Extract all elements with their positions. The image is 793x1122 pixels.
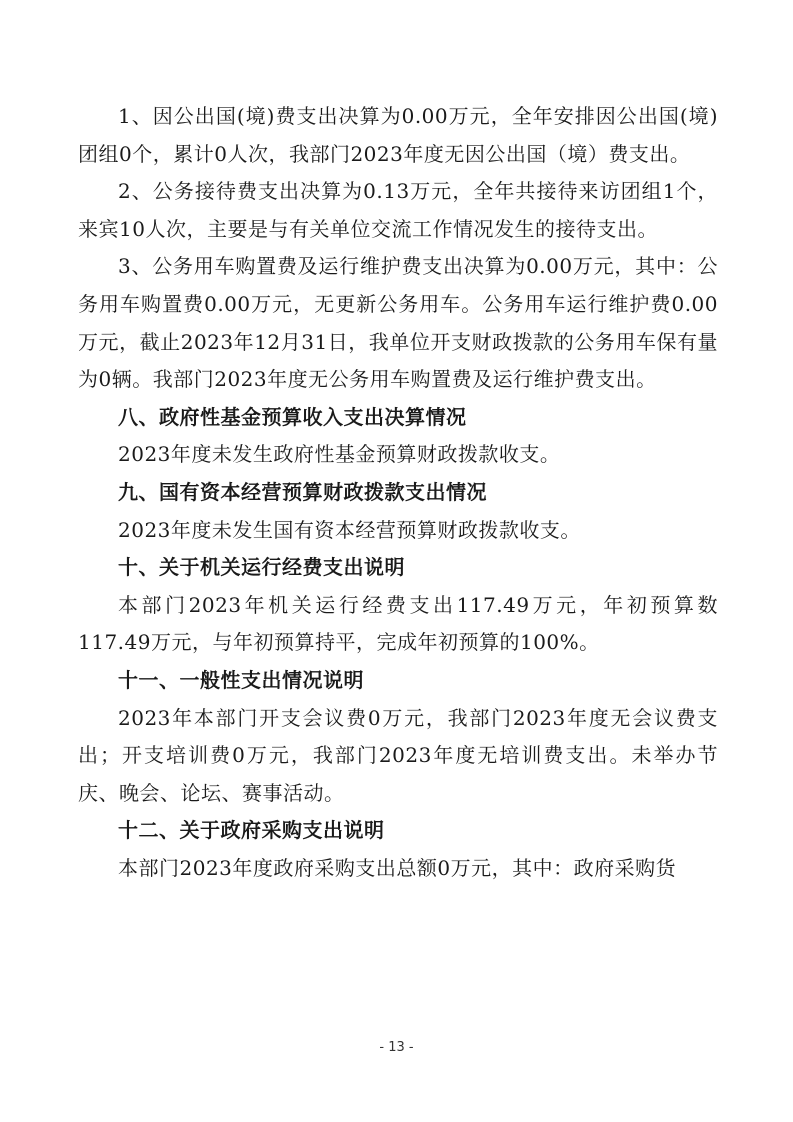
document-body xyxy=(78,98,718,887)
paragraph-section-10: 本部门2023年机关运行经费支出117.49万元，年初预算数117.49万元，与年初预算持平，完成年初预算的100%。 xyxy=(78,592,718,655)
heading-section-10: 十、关于机关运行经费支出说明 xyxy=(118,555,405,580)
heading-section-12: 十二、关于政府采购支出说明 xyxy=(118,818,385,843)
heading-section-11: 十一、一般性支出情况说明 xyxy=(118,667,364,692)
heading-section-8: 八、政府性基金预算收入支出决算情况 xyxy=(118,404,467,429)
paragraph-reception-expense: 2、公务接待费支出决算为0.13万元，全年共接待来访团组1个，来宾10人次，主要是与有关单位交流工作情况发生的接待支出。 xyxy=(78,179,718,241)
paragraph-vehicle-expense: 3、公务用车购置费及运行维护费支出决算为0.00万元，其中：公务用车购置费0.00万元，无更新公务用车。公务用车运行维护费0.00万元，截止2023年12月31日，我单位开支财政拨款的公务用车保有量为0辆。我部门2023年度无公务用车购置费及运行维护费支出。 xyxy=(78,254,718,392)
paragraph-overseas-travel: 1、因公出国(境)费支出决算为0.00万元，全年安排因公出国(境)团组0个，累计0人次，我部门2023年度无因公出国（境）费支出。 xyxy=(78,104,718,166)
heading-section-9: 九、国有资本经营预算财政拨款支出情况 xyxy=(118,479,487,504)
paragraph-section-8: 2023年度未发生政府性基金预算财政拨款收支。 xyxy=(118,442,561,467)
paragraph-section-9: 2023年度未发生国有资本经营预算财政拨款收支。 xyxy=(118,517,581,542)
paragraph-section-11: 2023年本部门开支会议费0万元，我部门2023年度无会议费支出；开支培训费0万元，我部门2023年度无培训费支出。未举办节庆、晚会、论坛、赛事活动。 xyxy=(78,705,718,805)
page-number: - 13 - xyxy=(379,1040,414,1055)
paragraph-section-12: 本部门2023年度政府采购支出总额0万元，其中：政府采购货 xyxy=(118,855,677,880)
